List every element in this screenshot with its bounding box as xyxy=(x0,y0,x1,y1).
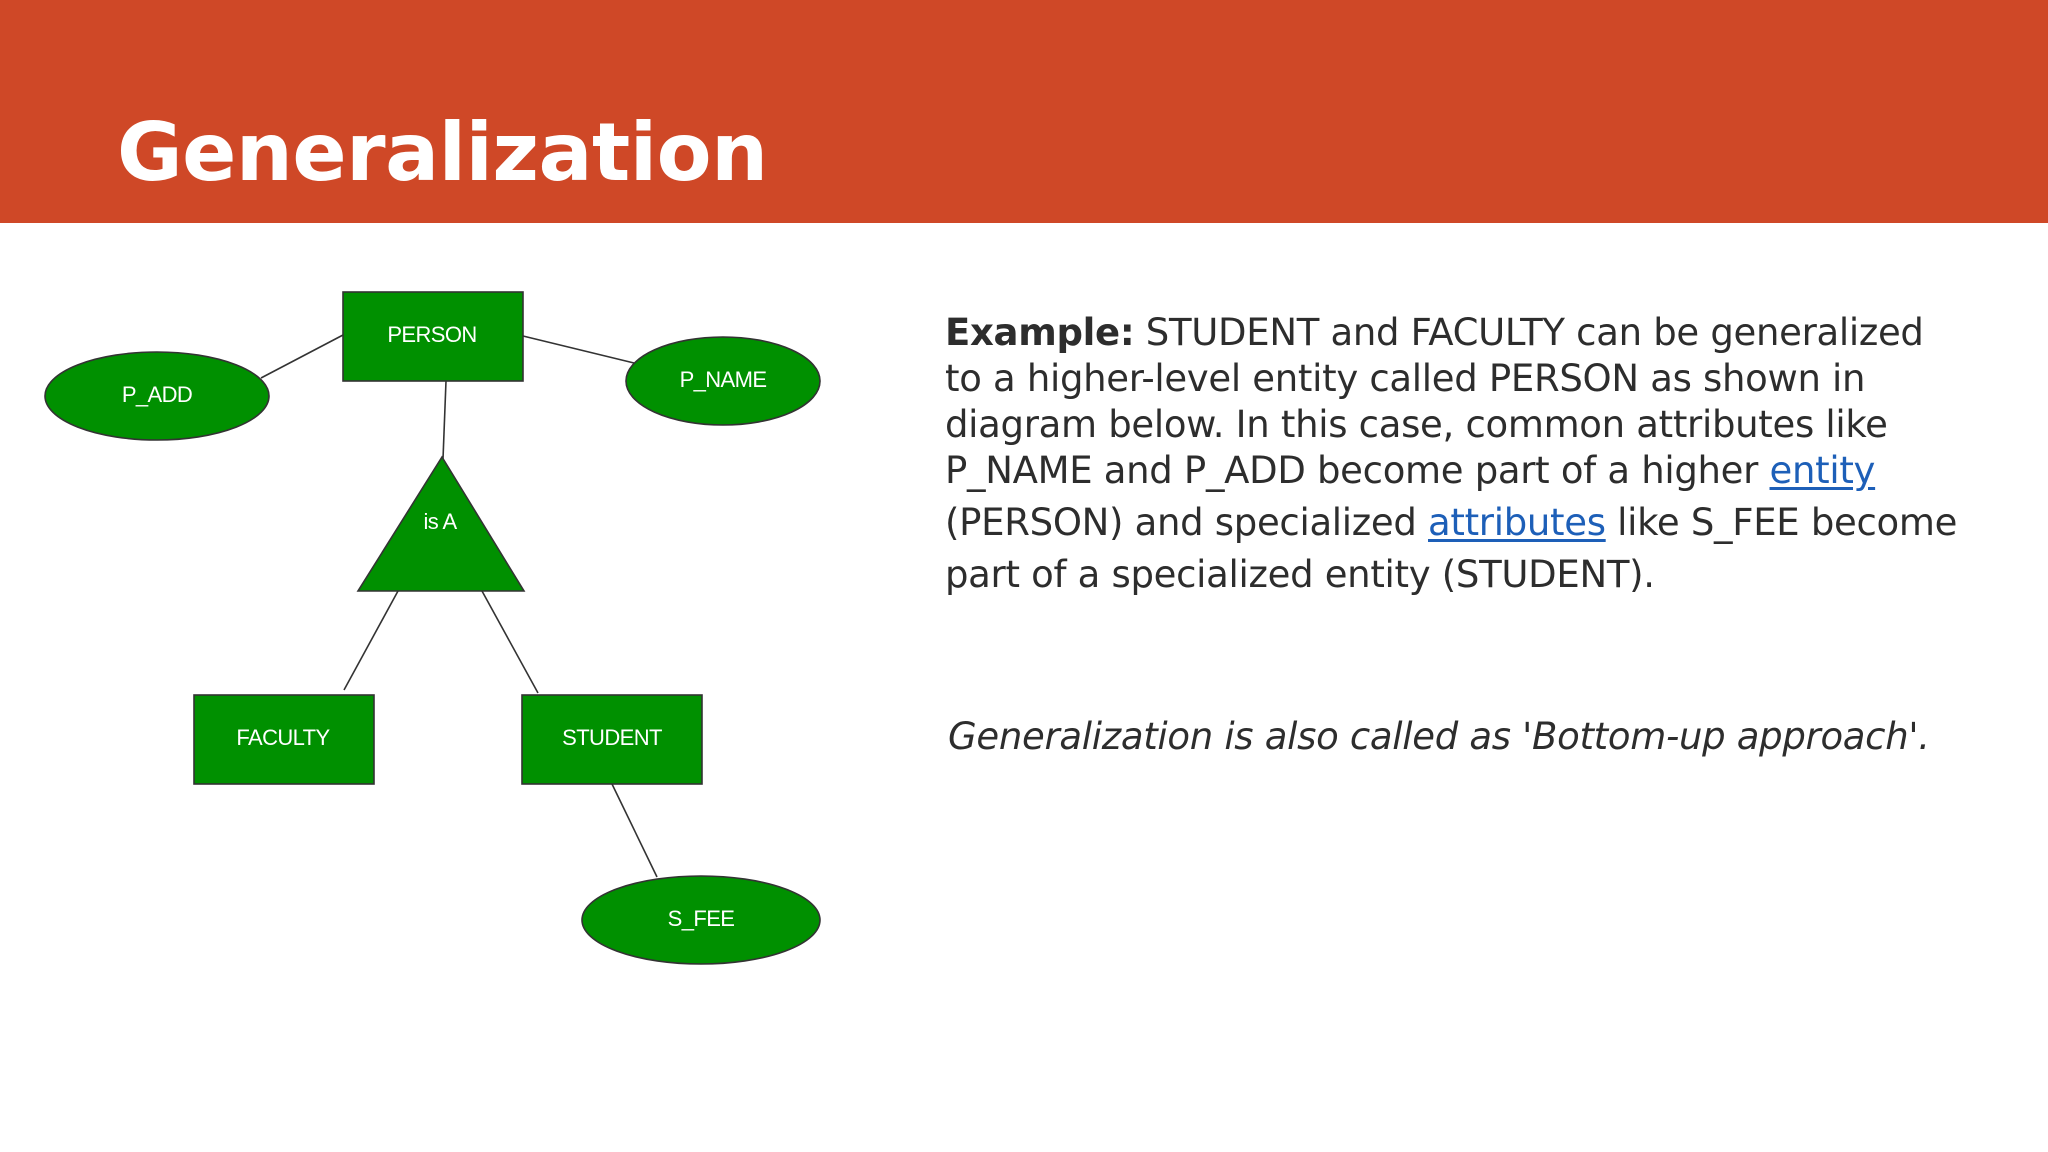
entity-person-label: PERSON xyxy=(387,321,477,347)
entity-link[interactable]: entity xyxy=(1769,449,1876,492)
er-diagram xyxy=(0,223,880,1023)
attribute-s-fee-label: S_FEE xyxy=(667,905,735,931)
entity-person xyxy=(343,292,523,381)
description-line-5-post: like S_FEE become xyxy=(1605,501,1958,544)
description-line-6: part of a specialized entity (STUDENT). xyxy=(945,553,1655,596)
relationship-is-a xyxy=(358,457,524,591)
bottom-up-note: Generalization is also called as 'Bottom-up approach'. xyxy=(948,715,1930,758)
attribute-s-fee xyxy=(582,876,820,964)
connector-person-p-name xyxy=(523,336,634,363)
entity-student-label: STUDENT xyxy=(562,724,662,750)
relationship-is-a-label: is A xyxy=(423,508,457,534)
description-line-5-pre: (PERSON) and specialized xyxy=(945,501,1429,544)
diagram-connectors xyxy=(261,335,657,877)
attribute-p-add xyxy=(45,352,269,440)
title-bar xyxy=(0,0,2048,223)
description-line-4-text: P_NAME and P_ADD become part of a higher xyxy=(945,449,1770,492)
connector-student-s-fee xyxy=(612,784,657,877)
connector-isa-student xyxy=(482,591,538,693)
connector-person-isa xyxy=(443,381,446,459)
description-line-4 xyxy=(945,448,1955,494)
entity-faculty xyxy=(194,695,374,784)
example-label: Example: xyxy=(945,311,1135,354)
entity-faculty-label: FACULTY xyxy=(236,724,330,750)
attribute-p-name xyxy=(626,337,820,425)
attribute-p-name-label: P_NAME xyxy=(679,366,767,392)
description-line-1-text: STUDENT and FACULTY can be generalized xyxy=(1134,311,1924,354)
attributes-link[interactable]: attributes xyxy=(1428,501,1606,544)
description-line-1 xyxy=(945,310,1955,356)
entity-student xyxy=(522,695,702,784)
slide-title: Generalization xyxy=(117,106,768,199)
description-line-5 xyxy=(945,500,1958,546)
attribute-p-add-label: P_ADD xyxy=(121,381,193,407)
connector-isa-faculty xyxy=(344,591,398,690)
connector-p-add-person xyxy=(261,335,343,378)
example-description xyxy=(945,310,1958,598)
er-diagram-canvas xyxy=(0,223,880,1023)
description-line-3: diagram below. In this case, common attributes like xyxy=(945,403,1888,446)
description-line-2: to a higher-level entity called PERSON as shown in xyxy=(945,357,1866,400)
